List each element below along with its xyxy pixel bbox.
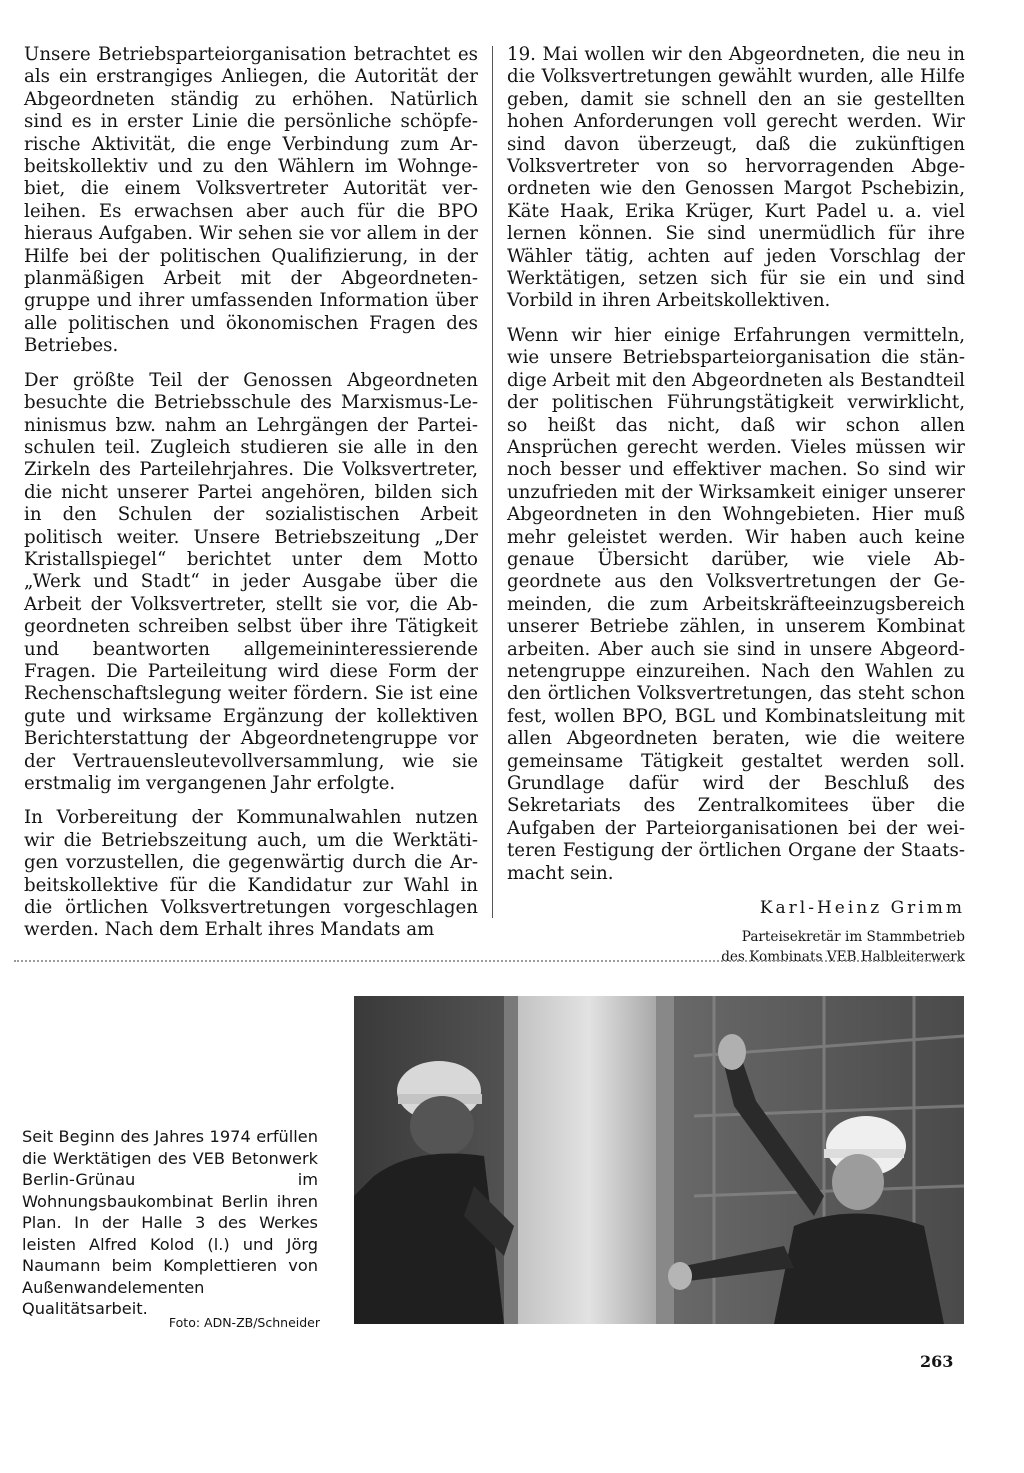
article-column-right (507, 44, 965, 967)
article-column-left (24, 44, 478, 954)
author-title-line: des Kombinats VEB Halbleiterwerk (721, 949, 965, 966)
paragraph: Der größte Teil der Genossen Abgeordneten besuchte die Betriebsschule des Marxismus-Leninismus bzw. nahm an Lehrgängen der Parteischulen teil. Zugleich studieren sie alle in den Zirkeln des Parteilehrjahres. Die Volksvertreter, die nicht unserer Partei angehören, bilden sich in den Schulen der sozialistischen Arbeit politisch weiter. Unsere Betriebszeitung „Der Kristallspiegel“ berichtet unter dem Motto „Werk und Stadt“ in jeder Ausgabe über die Arbeit der Volksvertreter, stellt sie vor, die Abgeordneten schreiben selbst über ihre Tätigkeit und beantworten allgemeininteressierende Fragen. Die Parteileitung wird diese Form der Rechenschaftslegung weiter fördern. Sie ist eine gute und wirksame Ergänzung der kollektiven Berichterstattung der Abgeordnetengruppe vor der Vertrauensleutevollversammlung, wie sie erstmalig im vergangenen Jahr erfolgte. (24, 369, 478, 794)
author-signature (507, 897, 965, 967)
author-title-line: Parteisekretär im Stammbetrieb (741, 929, 965, 946)
section-divider (14, 960, 962, 962)
workers-photo (354, 996, 964, 1324)
author-name: Karl-Heinz Grimm (759, 898, 965, 919)
photo-credit: Foto: ADN-ZB/Schneider (168, 1315, 320, 1330)
page-number: 263 (920, 1352, 954, 1371)
column-divider (492, 46, 493, 918)
photo-caption: Seit Beginn des Jahres 1974 erfüllen die Werktätigen des VEB Betonwerk Berlin-Grünau im Wohnungsbaukombinat Berlin ihren Plan. In der Halle 3 des Werkes leisten Alfred Kolod (l.) und Jörg Naumann beim Komplettieren von Außenwandelementen Qualitätsarbeit. (22, 1127, 318, 1318)
paragraph: In Vorbereitung der Kommunalwahlen nutzen wir die Betriebszeitung auch, um die Werktätigen vorzustellen, die gegenwärtig durch die Arbeitskollektive für die Kandidatur zur Wahl in die örtlichen Volksvertretungen vorgeschlagen werden. Nach dem Erhalt ihres Mandats am (24, 807, 478, 941)
paragraph: 19. Mai wollen wir den Abgeordneten, die neu in die Volksvertretungen gewählt wurden, alle Hilfe geben, damit sie schnell den an sie gestellten hohen Anforderungen voll gerecht werden. Wir sind davon überzeugt, daß die zukünftigen Volksvertreter von so hervorragenden Abgeordneten wie den Genossen Margot Pschebizin, Käte Haak, Erika Krüger, Kurt Padel u. a. viel lernen können. Sie sind unermüdlich für ihre Wähler tätig, achten auf jeden Vorschlag der Werktätigen, setzen sich für sie ein und sind Vorbild in ihren Arbeitskollektiven. (507, 44, 965, 312)
paragraph: Unsere Betriebsparteiorganisation betrachtet es als ein erstrangiges Anliegen, die Autorität der Abgeordneten ständig zu erhöhen. Natürlich sind es in erster Linie die persönliche schöpferische Aktivität, die enge Verbindung zum Arbeitskollektiv und zu den Wählern im Wohngebiet, die einem Volksvertreter Autorität verleihen. Es erwachsen aber auch für die BPO hieraus Aufgaben. Wir sehen sie vor allem in der Hilfe bei der politischen Qualifizierung, in der planmäßigen Arbeit mit der Abgeordnetengruppe und ihrer umfassenden Information über alle politischen und ökonomischen Fragen des Betriebes. (24, 44, 478, 357)
paragraph: Wenn wir hier einige Erfahrungen vermitteln, wie unsere Betriebsparteiorganisation die ständige Arbeit mit den Abgeordneten als Bestandteil der politischen Führungstätigkeit verwirklicht, so heißt das nicht, daß wir schon allen Ansprüchen gerecht werden. Vieles müssen wir noch besser und effektiver machen. So sind wir unzufrieden mit der Wirksamkeit einiger unserer Abgeordneten in den Wohngebieten. Hier muß mehr geleistet werden. Wir haben auch keine genaue Übersicht darüber, wie viele Abgeordnete aus den Volksvertretungen der Gemeinden, die zum Arbeitskräfteeinzugsbereich unserer Betriebe zählen, in unserem Kombinat arbeiten. Aber auch sie sind in unsere Abgeordnetengruppe einzureihen. Nach den Wahlen zu den örtlichen Volksvertretungen, das steht schon fest, wollen BPO, BGL und Kombinatsleitung mit allen Abgeordneten beraten, wie die weitere gemeinsame Tätigkeit gestaltet werden soll. Grundlage dafür wird der Beschluß des Sekretariats des Zentralkomitees über die Aufgaben der Parteiorganisationen bei der weiteren Festigung der örtlichen Organe der Staatsmacht sein. (507, 324, 965, 884)
workers-photo-illustration (354, 996, 964, 1324)
